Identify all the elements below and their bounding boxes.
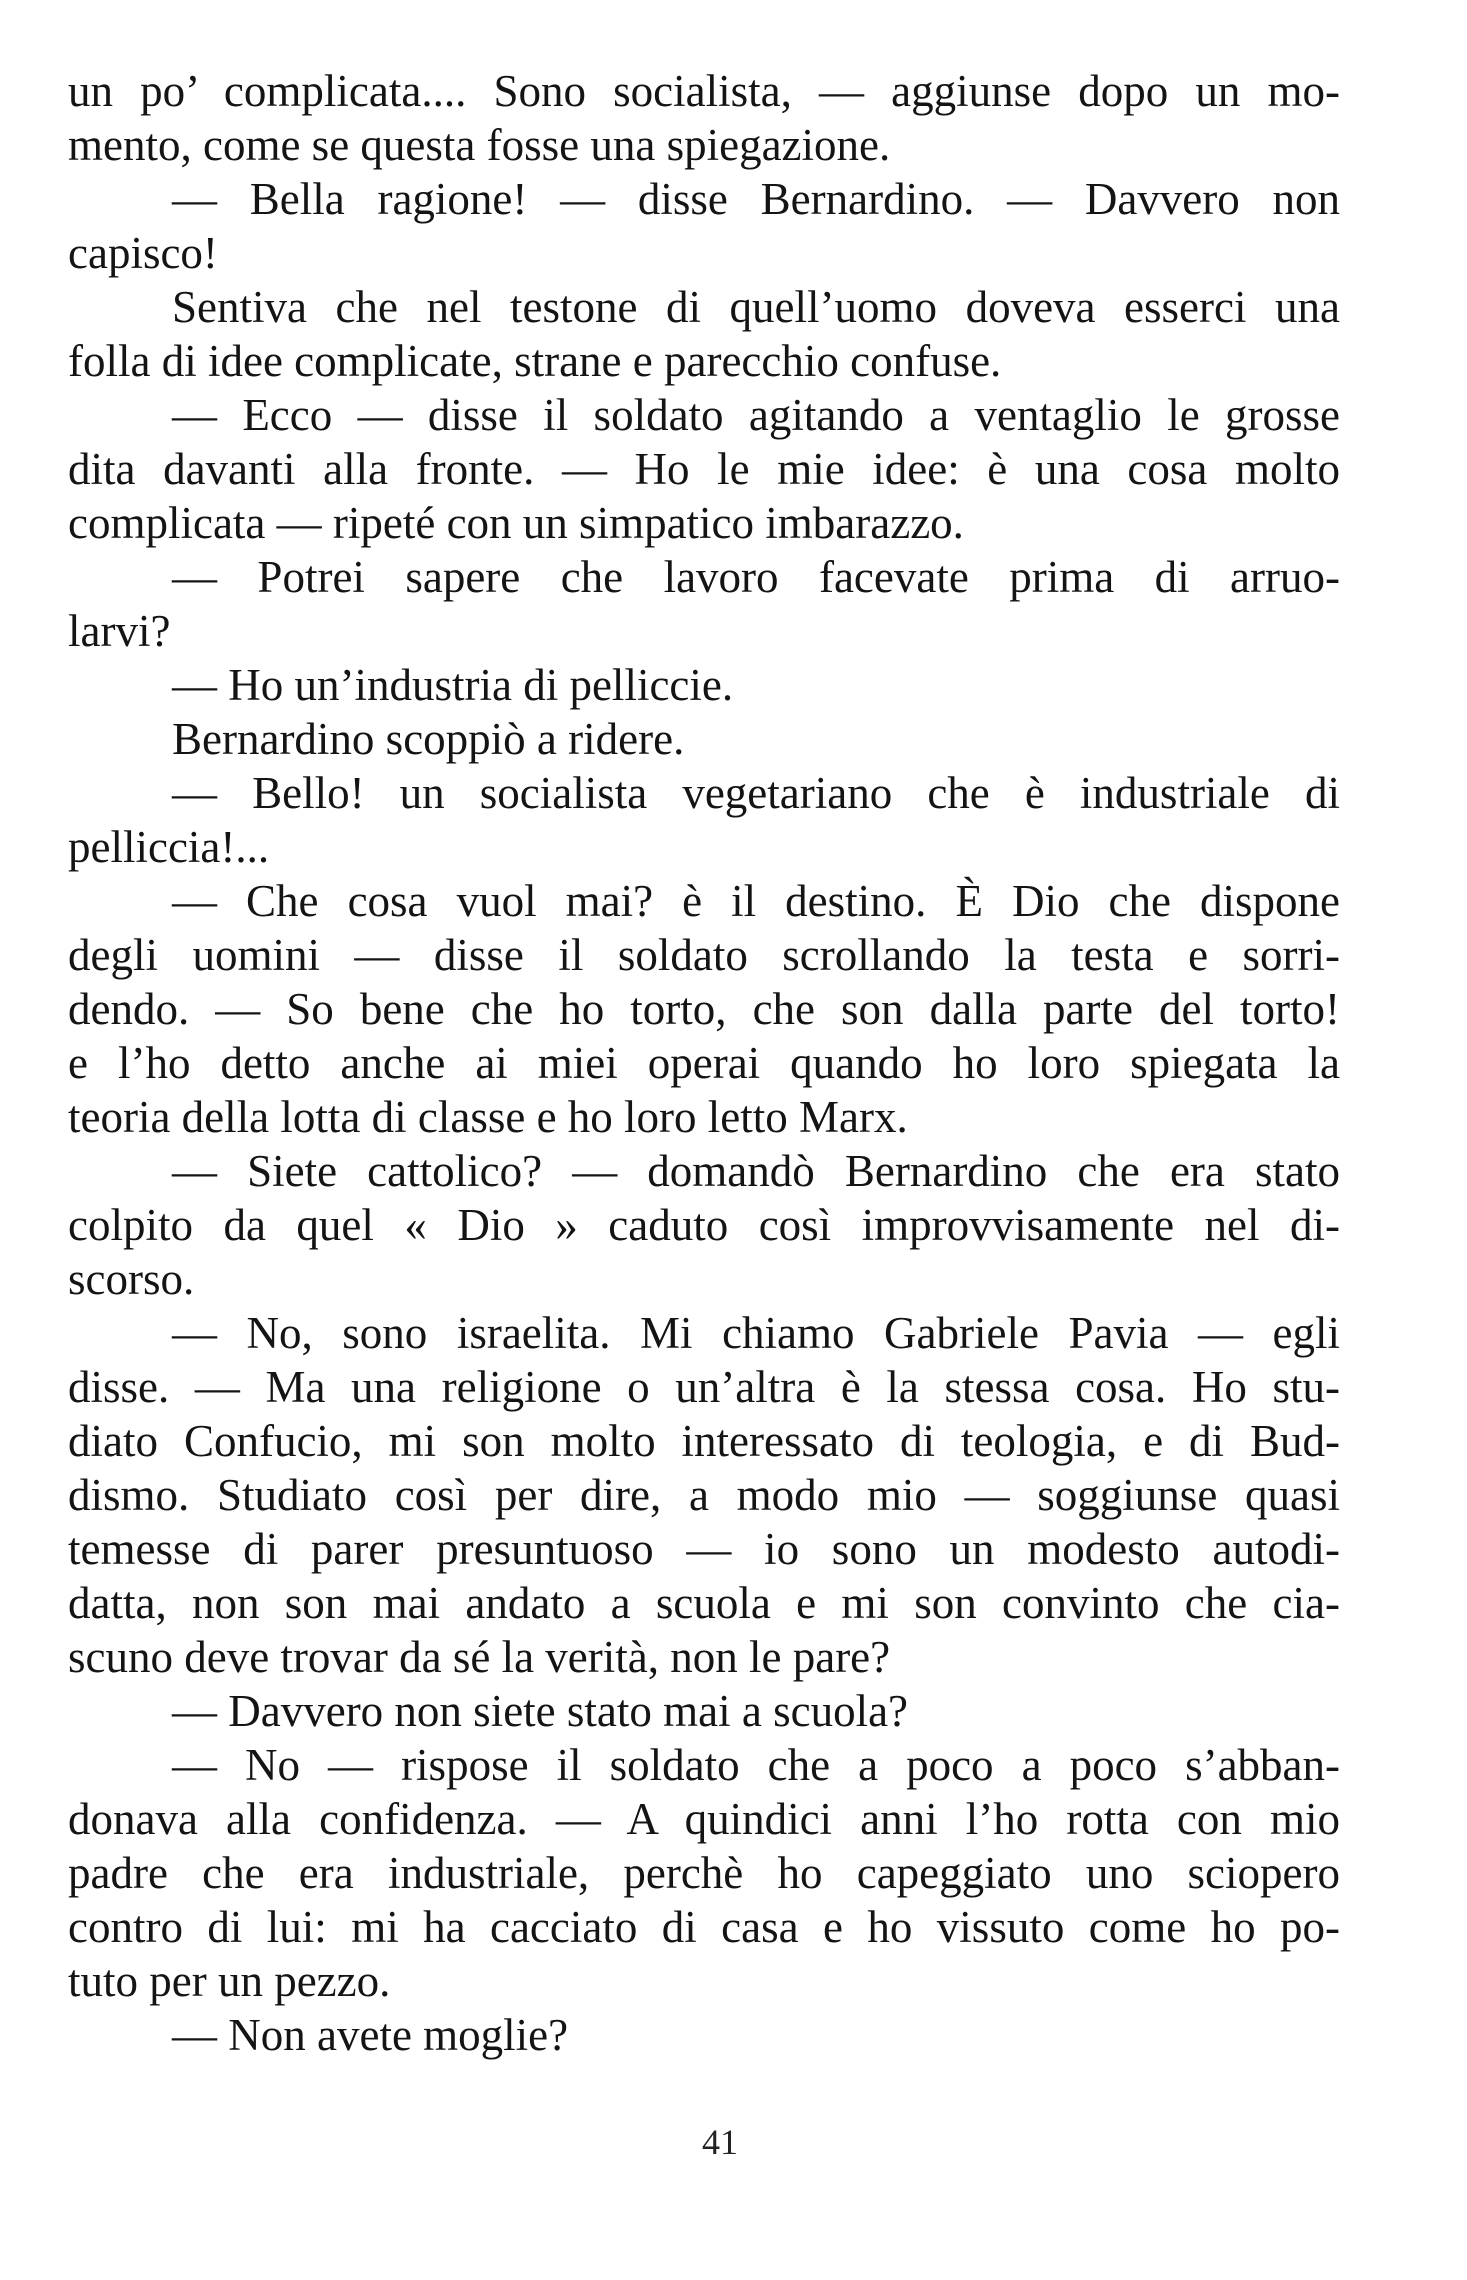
text-line: e l’ho detto anche ai miei operai quando ho loro spiegata la: [68, 1038, 1340, 1088]
text-line: scorso.: [68, 1254, 195, 1304]
text-line: contro di lui: mi ha cacciato di casa e ho vissuto come ho po-: [68, 1902, 1340, 1952]
text-line: Sentiva che nel testone di quell’uomo doveva esserci una: [172, 282, 1340, 332]
text-line: larvi?: [68, 606, 171, 656]
text-line: dita davanti alla fronte. — Ho le mie idee: è una cosa molto: [68, 444, 1340, 494]
text-line: dendo. — So bene che ho torto, che son dalla parte del torto!: [68, 984, 1340, 1034]
text-line: folla di idee complicate, strane e parecchio confuse.: [68, 336, 1002, 386]
text-line: pelliccia!...: [68, 822, 270, 872]
text-line: — Ecco — disse il soldato agitando a ventaglio le grosse: [172, 390, 1340, 440]
text-line: capisco!: [68, 228, 218, 278]
text-line: — Che cosa vuol mai? è il destino. È Dio che dispone: [172, 876, 1340, 926]
text-line: teoria della lotta di classe e ho loro letto Marx.: [68, 1092, 908, 1142]
text-line: Bernardino scoppiò a ridere.: [172, 714, 685, 764]
page-body-text: [68, 64, 1340, 2062]
text-line: un po’ complicata.... Sono socialista, — aggiunse dopo un mo-: [68, 66, 1340, 116]
text-line: datta, non son mai andato a scuola e mi son convinto che cia-: [68, 1578, 1340, 1628]
text-line: — No — rispose il soldato che a poco a poco s’abban-: [172, 1740, 1340, 1790]
text-line: — Non avete moglie?: [172, 2010, 569, 2060]
text-line: donava alla confidenza. — A quindici anni l’ho rotta con mio: [68, 1794, 1340, 1844]
text-line: tuto per un pezzo.: [68, 1956, 391, 2006]
text-line: — Siete cattolico? — domandò Bernardino che era stato: [172, 1146, 1340, 1196]
page-number: 41: [702, 2122, 738, 2162]
text-line: — Ho un’industria di pelliccie.: [172, 660, 734, 710]
text-line: temesse di parer presuntuoso — io sono un modesto autodi-: [68, 1524, 1340, 1574]
text-line: padre che era industriale, perchè ho capeggiato uno sciopero: [68, 1848, 1340, 1898]
text-line: — Davvero non siete stato mai a scuola?: [172, 1686, 909, 1736]
text-line: — No, sono israelita. Mi chiamo Gabriele Pavia — egli: [172, 1308, 1340, 1358]
text-line: degli uomini — disse il soldato scrollando la testa e sorri-: [68, 930, 1340, 980]
text-line: scuno deve trovar da sé la verità, non le pare?: [68, 1632, 891, 1682]
text-line: diato Confucio, mi son molto interessato di teologia, e di Bud-: [68, 1416, 1340, 1466]
text-line: — Bello! un socialista vegetariano che è industriale di: [172, 768, 1340, 818]
text-line: — Bella ragione! — disse Bernardino. — Davvero non: [172, 174, 1340, 224]
text-line: mento, come se questa fosse una spiegazione.: [68, 120, 891, 170]
text-line: complicata — ripeté con un simpatico imbarazzo.: [68, 498, 964, 548]
text-line: dismo. Studiato così per dire, a modo mio — soggiunse quasi: [68, 1470, 1340, 1520]
text-line: disse. — Ma una religione o un’altra è la stessa cosa. Ho stu-: [68, 1362, 1340, 1412]
text-line: — Potrei sapere che lavoro facevate prima di arruo-: [172, 552, 1340, 602]
text-line: colpito da quel « Dio » caduto così improvvisamente nel di-: [68, 1200, 1340, 1250]
